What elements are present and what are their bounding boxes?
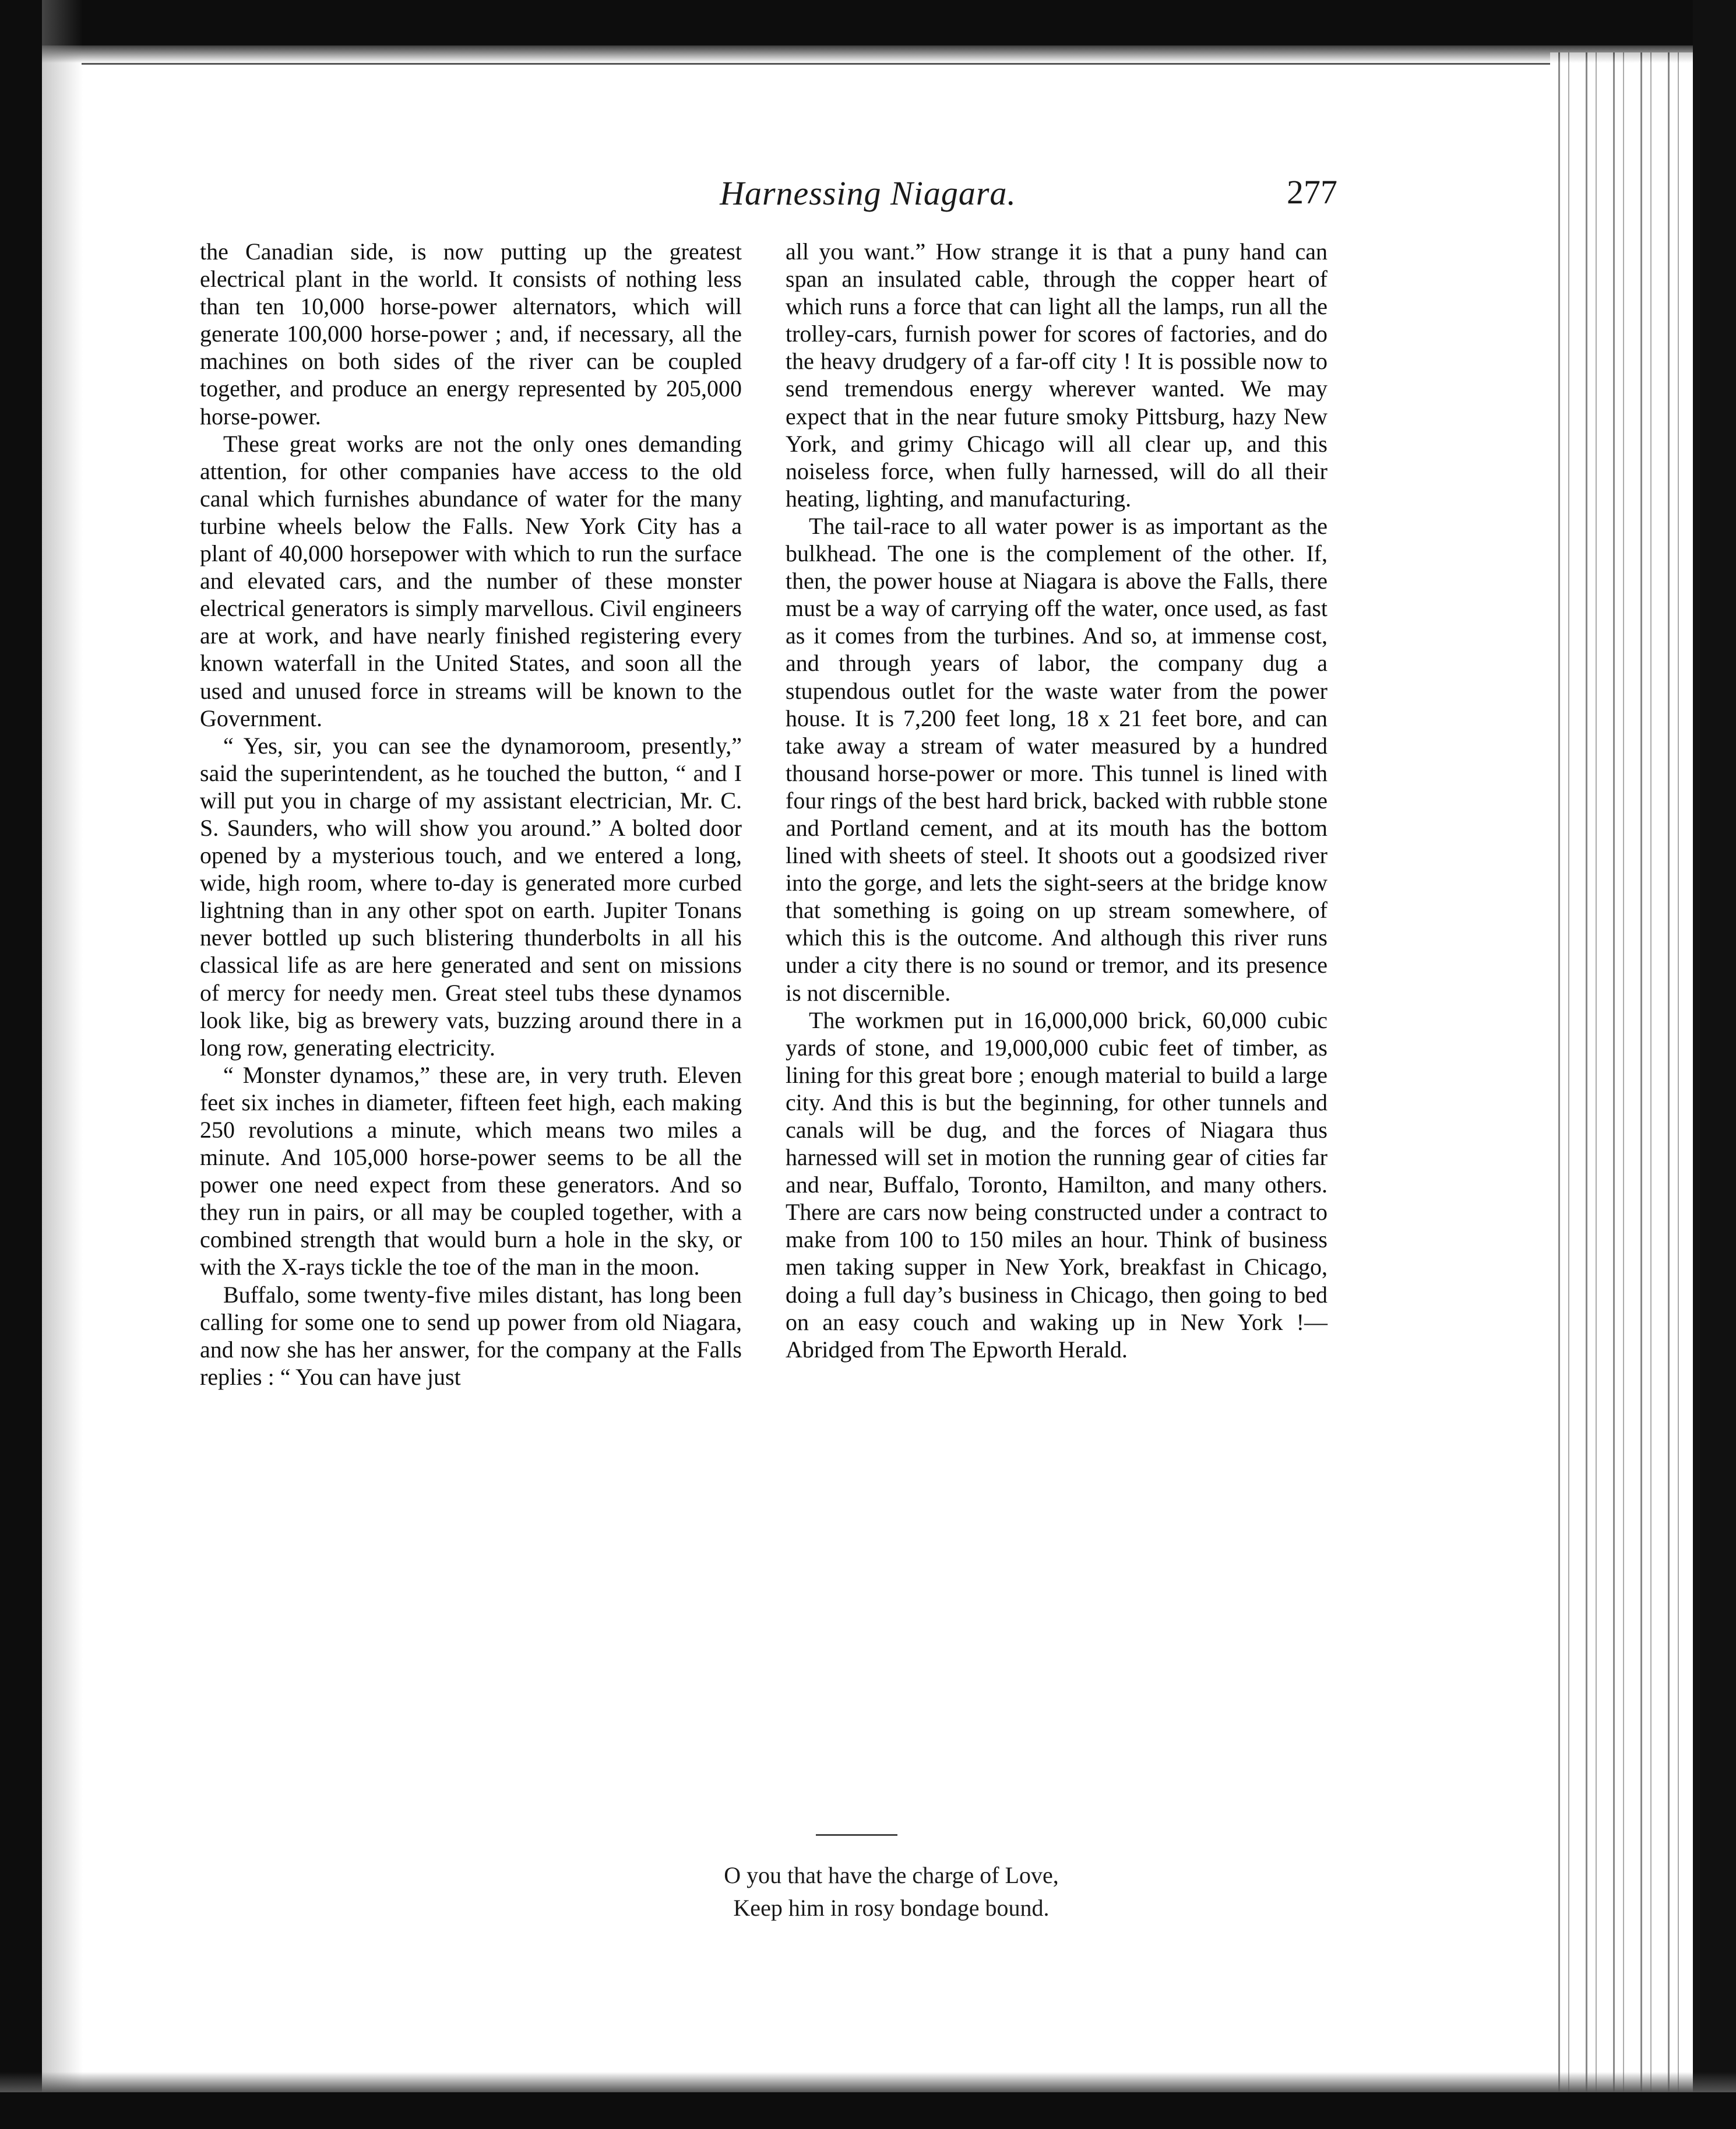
top-rule [82, 63, 1550, 65]
verse-line: Keep him in rosy bondage bound. [733, 1895, 1050, 1921]
page-number: 277 [1287, 173, 1337, 211]
section-divider [816, 1834, 897, 1836]
scan-shadow-bottom [0, 2072, 1736, 2092]
scan-border-bottom [0, 2092, 1736, 2129]
paragraph: “ Yes, sir, you can see the dynamoroom, presently,” said the superintendent, as he touched the button, “ and I will put you in charge of my assistant electrician, Mr. C. S. Saunders, who will show you around.” A bolted door opened by a mysterious touch, and we entered a long, wide, high room, where to-day is generated more curbed lightning than in any other spot on earth. Jupiter Tonans never bottled up such blistering thunderbolts in all his classical life as are here generated and sent on missions of mercy for needy men. Great steel tubs these dynamos look like, big as brewery vats, buzzing around there in a long row, generating electricity. [200, 732, 742, 1061]
right-column [786, 238, 1327, 1363]
scan-border-top [0, 0, 1736, 45]
scan-shadow-left [42, 0, 83, 2129]
left-column [200, 238, 742, 1391]
verse-line: O you that have the charge of Love, [724, 1862, 1059, 1888]
scan-shadow-top [0, 45, 1736, 63]
paragraph: “ Monster dynamos,” these are, in very truth. Eleven feet six inches in diameter, fifteen feet high, each making 250 revolutions a minute, which means two miles a minute. And 105,000 horse-power seems to be all the power one need expect from these generators. And so they run in pairs, or all may be coupled together, with a combined strength that would burn a hole in the sky, or with the X-rays tickle the toe of the man in the moon. [200, 1061, 742, 1280]
book-gutter-edge [1550, 52, 1693, 2092]
paragraph: all you want.” How strange it is that a puny hand can span an insulated cable, through the copper heart of which runs a force that can light all the lamps, run all the trolley-cars, furnish power for scores of factories, and do the heavy drudgery of a far-off city ! It is possible now to send tremendous energy wherever wanted. We may expect that in the near future smoky Pittsburg, hazy New York, and grimy Chicago will all clear up, and this noiseless force, when fully harnessed, will do all their heating, lighting, and manufacturing. [786, 238, 1327, 512]
paragraph: These great works are not the only ones demanding attention, for other companies have access to the old canal which furnishes abundance of water for the many turbine wheels below the Falls. New York City has a plant of 40,000 horsepower with which to run the surface and elevated cars, and the number of these monster electrical generators is simply marvellous. Civil engineers are at work, and have nearly finished registering every known waterfall in the United States, and soon all the used and unused force in streams will be known to the Government. [200, 430, 742, 731]
scan-border-left [0, 0, 42, 2129]
paragraph: Buffalo, some twenty-five miles distant, has long been calling for some one to send up power from old Niagara, and now she has her answer, for the company at the Falls replies : “ You can have just [200, 1281, 742, 1390]
paragraph: the Canadian side, is now putting up the greatest electrical plant in the world. It consists of nothing less than ten 10,000 horse-power alternators, which will generate 100,000 horse-power ; and, if necessary, all the machines on both sides of the river can be coupled together, and produce an energy represented by 205,000 horse-power. [200, 238, 742, 430]
running-title: Harnessing Niagara. [720, 174, 1016, 212]
paragraph: The workmen put in 16,000,000 brick, 60,000 cubic yards of stone, and 19,000,000 cubic feet of timber, as lining for this great bore ; enough material to build a large city. And this is but the beginning, for other tunnels and canals will be dug, and the forces of Niagara thus harnessed will set in motion the running gear of cities far and near, Buffalo, Toronto, Hamilton, and many others. There are cars now being constructed under a contract to make from 100 to 150 miles an hour. Think of business men taking supper in New York, breakfast in Chicago, doing a full day’s business in Chicago, then going to bed on an easy couch and waking up in New York !—Abridged from The Epworth Herald. [786, 1007, 1327, 1363]
scan-border-right [1693, 0, 1736, 2129]
verse [0, 1859, 1736, 1924]
paragraph: The tail-race to all water power is as important as the bulkhead. The one is the complement of the other. If, then, the power house at Niagara is above the Falls, there must be a way of carrying off the water, once used, as fast as it comes from the turbines. And so, at immense cost, and through years of labor, the company dug a stupendous outlet for the waste water from the power house. It is 7,200 feet long, 18 x 21 feet bore, and can take away a stream of water measured by a hundred thousand horse-power or more. This tunnel is lined with four rings of the best hard brick, backed with rubble stone and Portland cement, and at its mouth has the bottom lined with sheets of steel. It shoots out a goodsized river into the gorge, and lets the sight-seers at the bridge know that something is going on up stream somewhere, of which this is the outcome. And although this river runs under a city there is no sound or tremor, and its presence is not discernible. [786, 512, 1327, 1006]
